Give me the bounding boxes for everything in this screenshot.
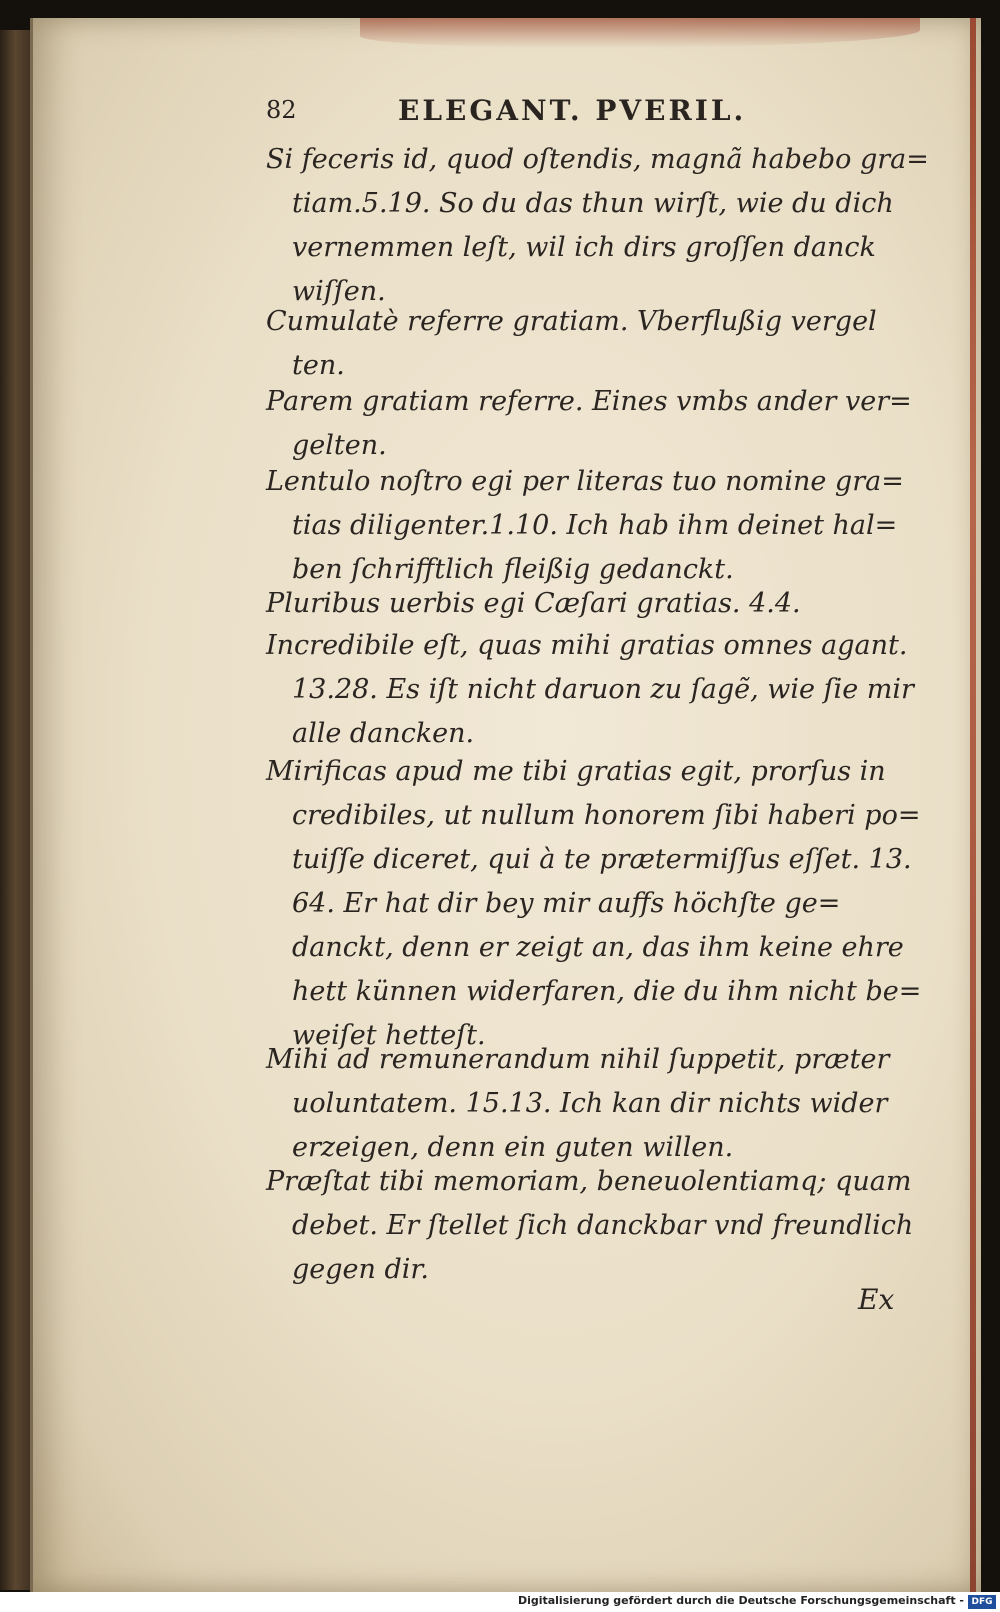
entry-line: Parem gratiam referre. Eines vmbs ander ver= <box>266 386 912 417</box>
page-edge <box>970 18 976 1592</box>
entry-line: Pluribus uerbis egi Cæſari gratias. 4.4. <box>266 588 801 619</box>
page-number: 82 <box>266 96 297 124</box>
entry <box>266 380 912 468</box>
entry-line: danckt, denn er zeigt an, das ihm keine ehre <box>292 932 904 963</box>
entry-line: hett künnen widerfaren, die du ihm nicht be= <box>292 976 922 1007</box>
entry-line: tiam.5.19. So du das thun wirſt, wie du dich <box>292 188 894 219</box>
entry-line: erzeigen, denn ein guten willen. <box>292 1132 734 1163</box>
entry-line: Lentulo noſtro egi per literas tuo nomine gra= <box>266 466 904 497</box>
entry <box>266 750 922 1058</box>
entry-line: Si feceris id, quod oſtendis, magnã habebo gra= <box>266 144 929 175</box>
entry-line: alle dancken. <box>292 718 475 749</box>
entry-line: uoluntatem. 15.13. Ich kan dir nichts wider <box>292 1088 888 1119</box>
entry <box>266 624 914 756</box>
entry-line: 13.28. Es iſt nicht daruon zu ſagẽ, wie ſie mir <box>292 674 914 705</box>
entry-line: ben ſchrifftlich fleißig gedanckt. <box>292 554 734 585</box>
catchword: Ex <box>858 1283 895 1316</box>
entry-line: Cumulatè referre gratiam. Vberflußig vergel <box>266 306 877 337</box>
entry-line: debet. Er ſtellet ſich danckbar vnd freundlich <box>292 1210 914 1241</box>
entry-line: tias diligenter.1.10. Ich hab ihm deinet hal= <box>292 510 898 541</box>
entry <box>266 460 906 592</box>
entry <box>266 1038 906 1170</box>
entry-line: gegen dir. <box>292 1254 429 1285</box>
entry <box>266 1160 914 1292</box>
funding-credit: Digitalisierung gefördert durch die Deutsche Forschungsgemeinschaft - <box>517 1594 964 1607</box>
entry-line: Incredibile eſt, quas mihi gratias omnes agant. <box>266 630 908 661</box>
entry-line: 64. Er hat dir bey mir auffs höchſte ge= <box>292 888 841 919</box>
dfg-logo-icon: DFG <box>968 1595 996 1609</box>
running-header <box>266 94 906 138</box>
entry-line: wiſſen. <box>292 276 386 307</box>
entry-line: Præſtat tibi memoriam, beneuolentiamq; quam <box>266 1166 912 1197</box>
entry-line: tuiſſe diceret, qui à te prætermiſſus eſſet. 13. <box>292 844 912 875</box>
footer-bar <box>0 1592 1000 1612</box>
running-title: ELEGANT. PVERIL. <box>398 94 747 127</box>
book-spine <box>0 30 34 1590</box>
entry-line: Mirificas apud me tibi gratias egit, prorſus in <box>266 756 886 787</box>
entry <box>266 300 906 388</box>
entry <box>266 582 906 626</box>
entry-line: Mihi ad remunerandum nihil ſuppetit, præter <box>266 1044 890 1075</box>
entry <box>266 138 929 314</box>
entry-line: credibiles, ut nullum honorem ſibi haberi po= <box>292 800 921 831</box>
entry-line: gelten. <box>292 430 387 461</box>
entry-line: ten. <box>292 350 345 381</box>
entry-line: weiſet hetteſt. <box>292 1020 486 1051</box>
entry-line: vernemmen leſt, wil ich dirs groſſen danck <box>292 232 876 263</box>
